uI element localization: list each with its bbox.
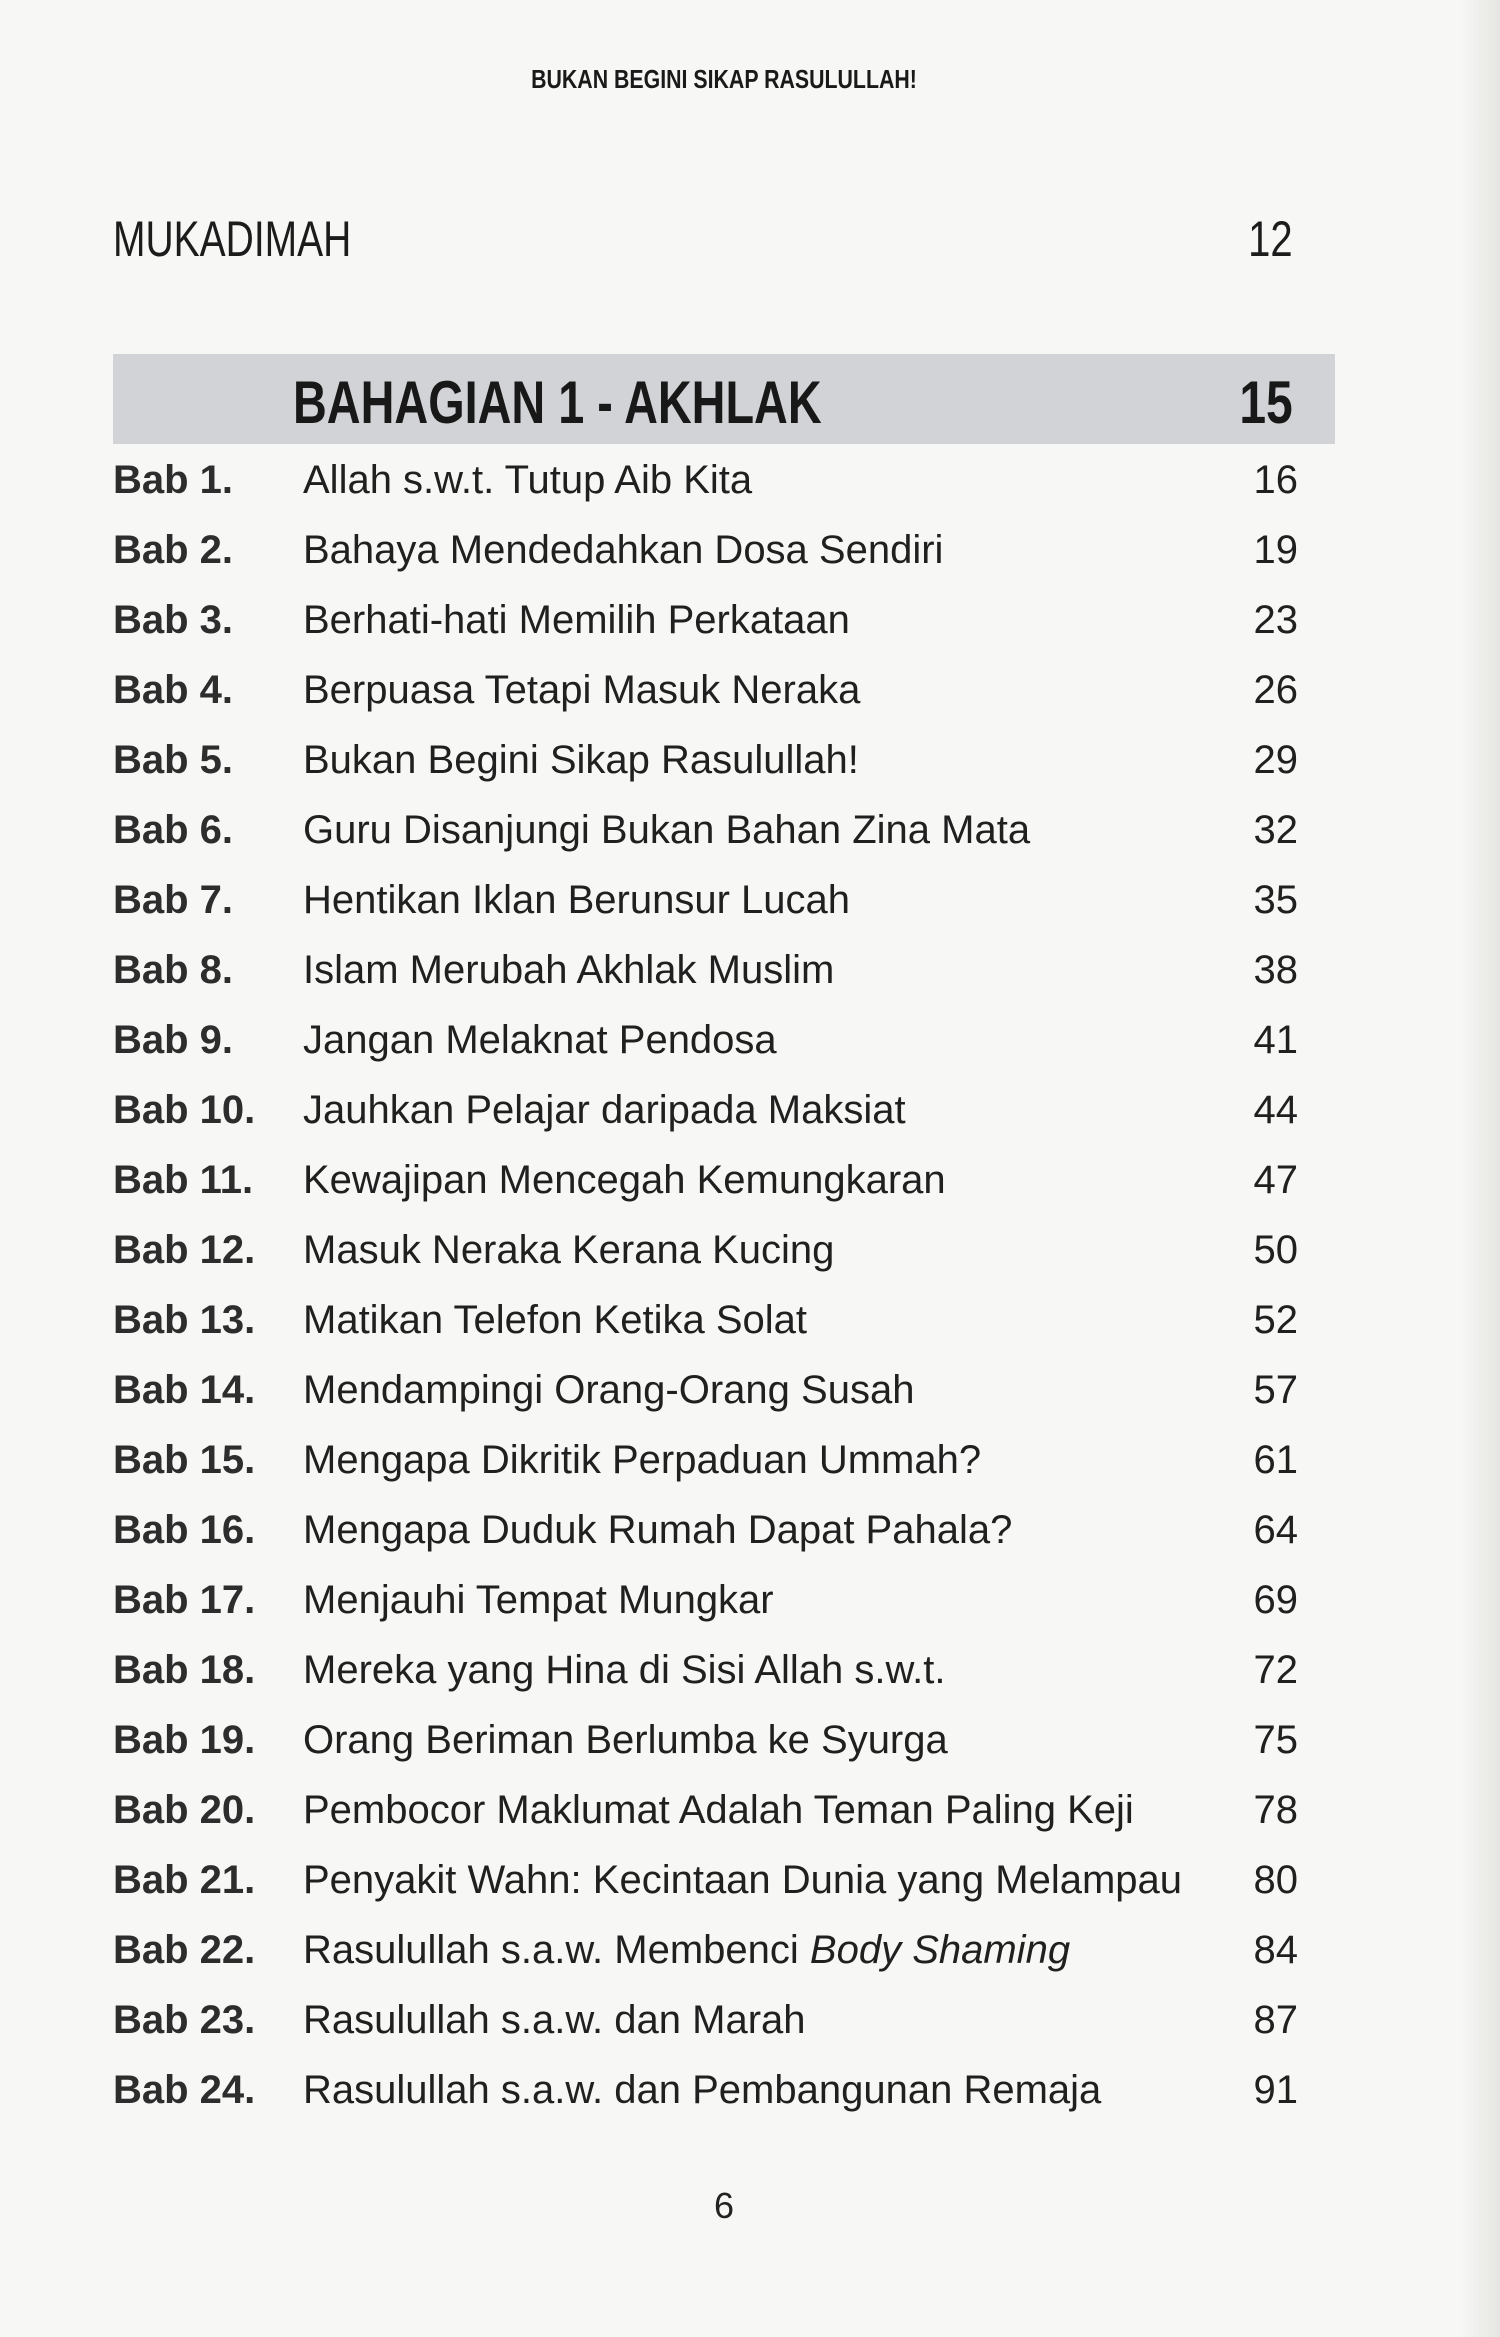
chapter-title <box>303 1572 774 1628</box>
chapter-title-text: Matikan Telefon Ketika Solat <box>303 1298 808 1342</box>
toc-entry[interactable] <box>113 1082 1298 1152</box>
chapter-title <box>303 732 859 788</box>
chapter-title-text: Jauhkan Pelajar daripada Maksiat <box>303 1088 906 1132</box>
chapter-number: Bab 11. <box>113 1158 254 1202</box>
chapter-page: 80 <box>1253 1858 1298 1902</box>
chapter-number: Bab 6. <box>113 808 234 852</box>
chapter-page: 35 <box>1253 878 1298 922</box>
chapter-title-text: Menjauhi Tempat Mungkar <box>303 1578 774 1622</box>
chapter-title-text: Bukan Begini Sikap Rasulullah! <box>303 738 859 782</box>
chapter-title-text: Masuk Neraka Kerana Kucing <box>303 1228 835 1272</box>
chapter-number: Bab 21. <box>113 1858 256 1902</box>
mukadimah-page: 12 <box>1248 211 1293 267</box>
toc-entry[interactable] <box>113 1292 1298 1362</box>
chapter-page: 91 <box>1253 2068 1298 2112</box>
chapter-title-text: Bahaya Mendedahkan Dosa Sendiri <box>303 528 944 572</box>
toc-entry[interactable] <box>113 452 1298 522</box>
chapter-page: 61 <box>1253 1438 1298 1482</box>
chapter-title-text: Mereka yang Hina di Sisi Allah s.w.t. <box>303 1648 946 1692</box>
chapter-title <box>303 2062 1101 2118</box>
toc-entry[interactable] <box>113 942 1298 1012</box>
chapter-title <box>303 1712 948 1768</box>
chapter-page: 38 <box>1253 948 1298 992</box>
chapter-page: 50 <box>1253 1228 1298 1272</box>
chapter-title-text: Orang Beriman Berlumba ke Syurga <box>303 1718 948 1762</box>
toc-entry[interactable] <box>113 1922 1298 1992</box>
toc-entry[interactable] <box>113 1782 1298 1852</box>
chapter-number: Bab 1. <box>113 458 234 502</box>
toc-entry[interactable] <box>113 1012 1298 1082</box>
chapter-title <box>303 1782 1134 1838</box>
chapter-page: 44 <box>1253 1088 1298 1132</box>
chapter-page: 78 <box>1253 1788 1298 1832</box>
chapter-number: Bab 13. <box>113 1298 256 1342</box>
chapter-page: 32 <box>1253 808 1298 852</box>
chapter-number: Bab 23. <box>113 1998 256 2042</box>
section-heading-band[interactable] <box>113 354 1335 444</box>
toc-entry[interactable] <box>113 1502 1298 1572</box>
chapter-page: 26 <box>1253 668 1298 712</box>
chapter-page: 69 <box>1253 1578 1298 1622</box>
chapter-title-text: Mengapa Dikritik Perpaduan Ummah? <box>303 1438 982 1482</box>
toc-entry[interactable] <box>113 1642 1298 1712</box>
toc-entry[interactable] <box>113 802 1298 872</box>
chapter-title <box>303 522 943 578</box>
chapter-title <box>303 452 752 508</box>
chapter-number: Bab 19. <box>113 1718 256 1762</box>
chapter-page: 47 <box>1253 1158 1298 1202</box>
chapter-number: Bab 24. <box>113 2068 256 2112</box>
chapter-number: Bab 17. <box>113 1578 256 1622</box>
chapter-number: Bab 10. <box>113 1088 256 1132</box>
section-title: BAHAGIAN 1 - AKHLAK <box>293 369 822 436</box>
chapter-title <box>303 1362 914 1418</box>
chapter-title-text: Pembocor Maklumat Adalah Teman Paling Keji <box>303 1788 1134 1832</box>
chapter-page: 75 <box>1253 1718 1298 1762</box>
chapter-title <box>303 1012 777 1068</box>
table-of-contents <box>113 452 1298 2132</box>
chapter-title <box>303 1152 946 1208</box>
chapter-page: 19 <box>1253 528 1298 572</box>
chapter-number: Bab 20. <box>113 1788 256 1832</box>
chapter-title-text: Berhati-hati Memilih Perkataan <box>303 598 850 642</box>
chapter-title-text: Guru Disanjungi Bukan Bahan Zina Mata <box>303 808 1031 852</box>
toc-entry-mukadimah[interactable] <box>113 210 1293 270</box>
chapter-title <box>303 1292 807 1348</box>
toc-entry[interactable] <box>113 1572 1298 1642</box>
chapter-title <box>303 592 850 648</box>
toc-entry[interactable] <box>113 1992 1298 2062</box>
chapter-title-text: Mendampingi Orang-Orang Susah <box>303 1368 915 1412</box>
chapter-page: 23 <box>1253 598 1298 642</box>
chapter-title <box>303 872 850 928</box>
chapter-page: 64 <box>1253 1508 1298 1552</box>
chapter-number: Bab 9. <box>113 1018 234 1062</box>
chapter-page: 72 <box>1253 1648 1298 1692</box>
chapter-title-text: Penyakit Wahn: Kecintaan Dunia yang Melampau <box>303 1858 1183 1902</box>
toc-entry[interactable] <box>113 662 1298 732</box>
toc-entry[interactable] <box>113 522 1298 592</box>
chapter-title-text: Mengapa Duduk Rumah Dapat Pahala? <box>303 1508 1013 1552</box>
chapter-number: Bab 18. <box>113 1648 256 1692</box>
chapter-page: 84 <box>1253 1928 1298 1972</box>
chapter-page: 87 <box>1253 1998 1298 2042</box>
toc-entry[interactable] <box>113 2062 1298 2132</box>
chapter-title <box>303 1852 1182 1908</box>
chapter-page: 16 <box>1253 458 1298 502</box>
chapter-title <box>303 942 834 998</box>
chapter-number: Bab 15. <box>113 1438 256 1482</box>
chapter-title-text: Rasulullah s.a.w. dan Marah <box>303 1998 806 2042</box>
chapter-title <box>303 1432 981 1488</box>
page-edge-shadow <box>1460 0 1500 2337</box>
chapter-title-text: Kewajipan Mencegah Kemungkaran <box>303 1158 946 1202</box>
chapter-page: 29 <box>1253 738 1298 782</box>
chapter-title <box>303 1992 806 2048</box>
chapter-page: 52 <box>1253 1298 1298 1342</box>
chapter-page: 57 <box>1253 1368 1298 1412</box>
chapter-title-text: Jangan Melaknat Pendosa <box>303 1018 777 1062</box>
toc-entry[interactable] <box>113 1362 1298 1432</box>
chapter-number: Bab 4. <box>113 668 234 712</box>
toc-entry[interactable] <box>113 872 1298 942</box>
chapter-title-text: Rasulullah s.a.w. Membenci <box>303 1928 810 1972</box>
chapter-title <box>303 802 1030 858</box>
section-page: 15 <box>1239 369 1293 436</box>
toc-entry[interactable] <box>113 1852 1298 1922</box>
chapter-title <box>303 662 860 718</box>
running-header: BUKAN BEGINI SIKAP RASULULLAH! <box>531 64 917 94</box>
chapter-title <box>303 1082 906 1138</box>
chapter-title <box>303 1222 834 1278</box>
chapter-title-text: Rasulullah s.a.w. dan Pembangunan Remaja <box>303 2068 1102 2112</box>
chapter-page: 41 <box>1253 1018 1298 1062</box>
chapter-number: Bab 12. <box>113 1228 256 1272</box>
chapter-number: Bab 2. <box>113 528 234 572</box>
chapter-number: Bab 14. <box>113 1368 256 1412</box>
chapter-title-text: Allah s.w.t. Tutup Aib Kita <box>303 458 753 502</box>
chapter-number: Bab 16. <box>113 1508 256 1552</box>
chapter-title <box>303 1922 1070 1978</box>
chapter-number: Bab 8. <box>113 948 234 992</box>
chapter-number: Bab 22. <box>113 1928 256 1972</box>
chapter-title-text: Hentikan Iklan Berunsur Lucah <box>303 878 850 922</box>
chapter-number: Bab 7. <box>113 878 234 922</box>
chapter-number: Bab 5. <box>113 738 234 782</box>
chapter-title-text: Islam Merubah Akhlak Muslim <box>303 948 835 992</box>
toc-entry[interactable] <box>113 1222 1298 1292</box>
chapter-title-italic: Body Shaming <box>809 1928 1071 1972</box>
chapter-title-text: Berpuasa Tetapi Masuk Neraka <box>303 668 861 712</box>
page-number: 6 <box>713 2185 735 2226</box>
toc-entry[interactable] <box>113 1432 1298 1502</box>
mukadimah-label: MUKADIMAH <box>113 211 352 267</box>
toc-entry[interactable] <box>113 1152 1298 1222</box>
chapter-title <box>303 1642 946 1698</box>
toc-entry[interactable] <box>113 592 1298 662</box>
toc-entry[interactable] <box>113 732 1298 802</box>
chapter-number: Bab 3. <box>113 598 234 642</box>
chapter-title <box>303 1502 1012 1558</box>
toc-entry[interactable] <box>113 1712 1298 1782</box>
